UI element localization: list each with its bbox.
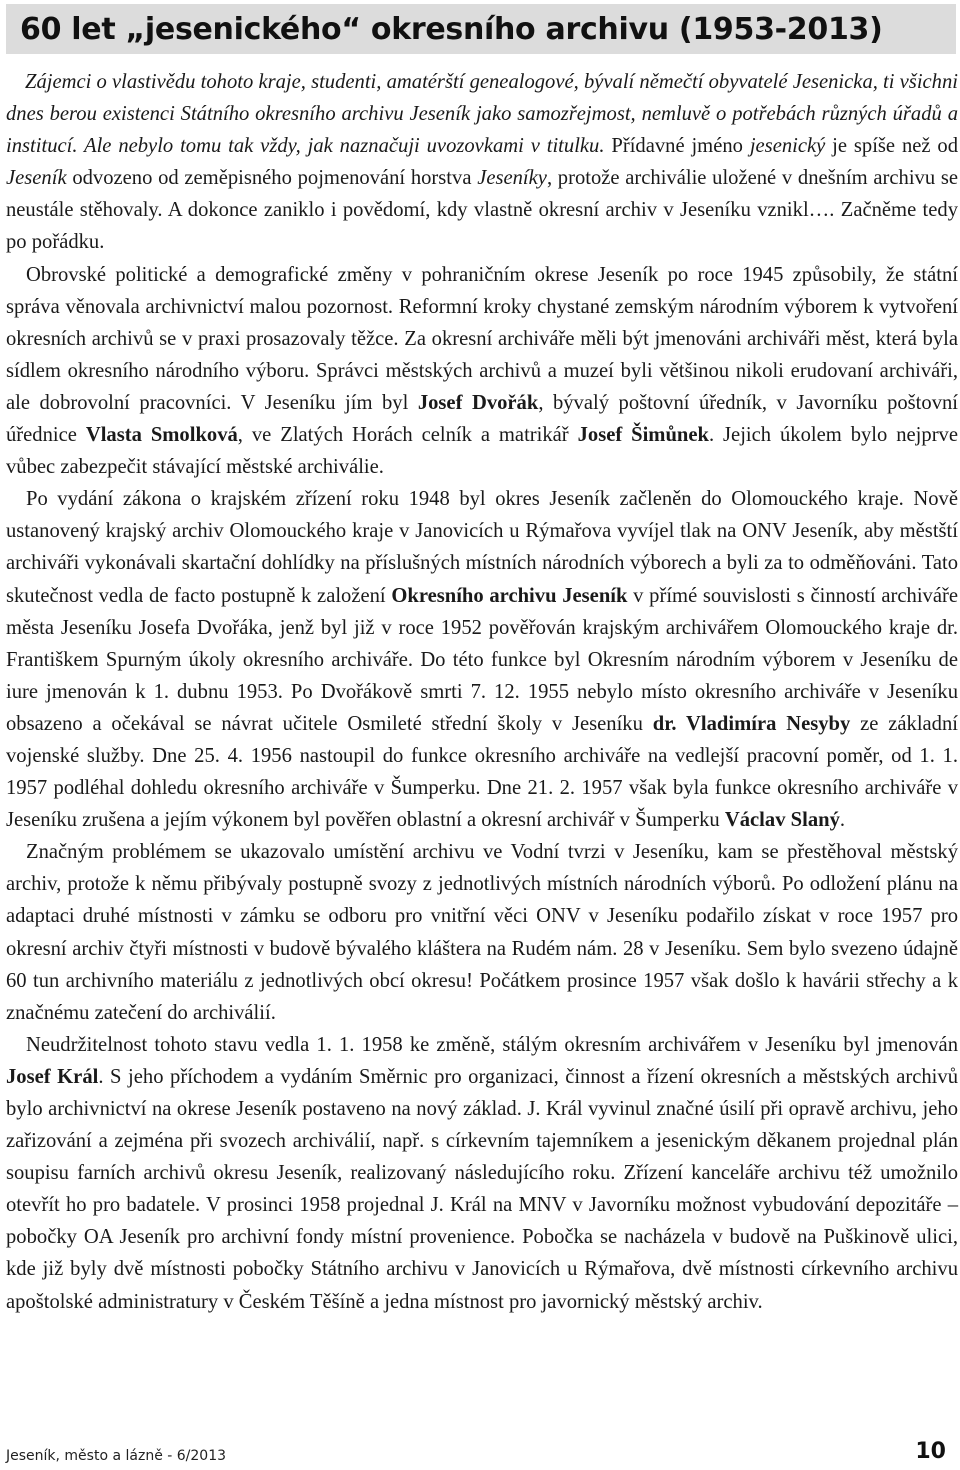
article-body bbox=[6, 66, 958, 1318]
text-span: je spíše než od bbox=[825, 135, 958, 158]
text-span: v přímé souvislosti s činností archiváře města Jeseníku Josefa Dvořáka, jenž byl již v roce 1952 pověřován krajským archivářem Olomouckého kraje dr. Františkem Spurným úkoly okresního archiváře. Do této funkce byl Okresním národním výborem v Jeseníku de iure jmenován k 1. dubnu 1953. Po Dvořákově smrti 7. 12. 1955 nebylo místo okresního archiváře v Jeseníku obsazeno a očekával se návrat učitele Osmileté střední školy v Jeseníku bbox=[6, 584, 958, 735]
page-number: 10 bbox=[915, 1439, 946, 1464]
text-span: odvozeno od zeměpisného pojmenování horstva bbox=[66, 167, 478, 190]
person-name: Josef Dvořák bbox=[417, 391, 539, 414]
emphasis-term: jesenický bbox=[749, 135, 826, 158]
institution-name: Okresního archivu Jeseník bbox=[391, 584, 628, 607]
text-span: Obrovské politické a demografické změny v pohraničním okrese Jeseník po roce 1945 způsobily, že státní správa věnovala archivnictví malou pozornost. Reformní kroky chystané zemským národním výborem k vytvoření okresních archivů se v praxi prosazovaly těžce. Za okresní archiváře měli být jmenováni archiváři měst, která byla sídlem okresního národního výboru. Správci městských archivů a muzeí byli většinou nikoli erudovaní archiváři, ale dobrovolní pracovníci. V Jeseníku jím byl bbox=[6, 263, 958, 414]
person-name: Josef Šimůnek bbox=[577, 424, 709, 447]
text-span: Po vydání zákona o krajském zřízení roku 1948 byl okres Jeseník začleněn do Olomouckého kraje. Nově ustanovený krajský archiv Olomouckého kraje v Janovicích u Rýmařova vyvíjel tlak na ONV Jeseník, aby městští archiváři vykonávali skartační dohlídky na příslušných místních národních výborech a byli za to odměňováni. Tato skutečnost vedla de facto postupně k založení bbox=[6, 488, 958, 607]
text-span: , bývalý poštovní úředník, v Javorníku poštovní úřednice bbox=[6, 391, 959, 447]
paragraph bbox=[6, 259, 958, 484]
person-name: Josef Král bbox=[6, 1065, 99, 1088]
text-span: , protože archiválie uložené v dnešním archivu se neustále stěhovaly. A dokonce zaniklo i povědomí, kdy vlastně okresní archiv v Jeseníku vznikl…. Začněme tedy po pořádku. bbox=[6, 167, 959, 254]
emphasis-term: Jeseník bbox=[6, 167, 67, 190]
text-span: Značným problémem se ukazovalo umístění archivu ve Vodní tvrzi v Jeseníku, kam se přestěhoval městský archiv, protože k němu přibývaly postupně svozy z jednotlivých místních národních výborů. Po odložení plánu na adaptaci druhé místnosti v zámku se odboru pro vnitřní věci ONV v Jeseníku podařilo získat v roce 1957 pro okresní archiv čtyři místnosti v budově bývalého kláštera na Rudém nám. 28 v Jeseníku. Sem bylo svezeno údajně 60 tun archivního materiálu z jednotlivých obcí okresu! Počátkem prosince 1957 však došlo k havárii střechy a k značnému zatečení do archiválií. bbox=[6, 841, 958, 1024]
article-title: 60 let „jesenického“ okresního archivu (1953-2013) bbox=[20, 11, 883, 47]
title-bar bbox=[6, 4, 956, 54]
text-span: . Jejich úkolem bylo nejprve vůbec zabezpečit stávající městské archiválie. bbox=[6, 424, 958, 479]
person-name: Václav Slaný bbox=[724, 809, 840, 832]
person-name: Vlasta Smolková bbox=[85, 424, 238, 447]
paragraph bbox=[6, 1029, 958, 1318]
text-span: ze základní vojenské služby. Dne 25. 4. 1956 nastoupil do funkce okresního archiváře na vedlejší pracovní poměr, od 1. 1. 1957 podléhal dohledu okresního archiváře v Šumperku. Dne 21. 2. 1957 však byla funkce okresního archiváře v Jeseníku zrušena a jejím výkonem byl pověřen oblastní a okresní archivář v Šumperku bbox=[6, 712, 958, 832]
publication-name: Jeseník, město a lázně - 6/2013 bbox=[6, 1448, 227, 1464]
text-span: . S jeho příchodem a vydáním Směrnic pro organizaci, činnost a řízení okresních a městských archivů bylo archivnictví na okrese Jeseník postaveno na nový základ. J. Král vyvinul značné úsilí při opravě archivu, jeho zařizování a zejména při svozech archiválií, např. s církevním tajemníkem a jesenickým děkanem projednal plán soupisu farních archivů okresu Jeseník, realizovaný následujícího roku. Zřízení kanceláře archivu též umožnilo otevřít ho pro badatele. V prosinci 1958 projednal J. Král na MNV v Javorníku možnost vybudování depozitáře – pobočky OA Jeseník pro archivní fondy místní provenience. Pobočka se nacházela v budově na Puškinově ulici, kde již byly dvě místnosti pobočky Státního archivu v Janovicích u Rýmařova, dvě místnosti církevního archivu apoštolské administratury v Českém Těšíně a jedna místnost pro javornický městský archiv. bbox=[6, 1065, 958, 1313]
text-span: , ve Zlatých Horách celník a matrikář bbox=[237, 424, 578, 447]
paragraph bbox=[6, 483, 958, 836]
text-span: Přídavné jméno bbox=[604, 135, 750, 158]
paragraph-intro bbox=[6, 66, 958, 259]
text-span: Neudržitelnost tohoto stavu vedla 1. 1. 1958 ke změně, stálým okresním archivářem v Jeseníku byl jmenován bbox=[26, 1033, 958, 1056]
page-footer bbox=[6, 1436, 946, 1464]
intro-lead: Zájemci o vlastivědu tohoto kraje, studenti, amatérští genealogové, bývalí němečtí obyvatelé Jesenicka, ti všichni dnes berou existenci Státního okresního archivu Jeseník jako samozřejmost, nemluvě o potřebách různých úřadů a institucí. Ale nebylo tomu tak vždy, jak naznačuji uvozovkami v titulku. bbox=[6, 71, 958, 158]
text-span: . bbox=[839, 809, 846, 832]
person-name: dr. Vladimíra Nesyby bbox=[652, 712, 851, 735]
paragraph bbox=[6, 836, 958, 1029]
emphasis-term: Jeseníky bbox=[477, 167, 547, 190]
